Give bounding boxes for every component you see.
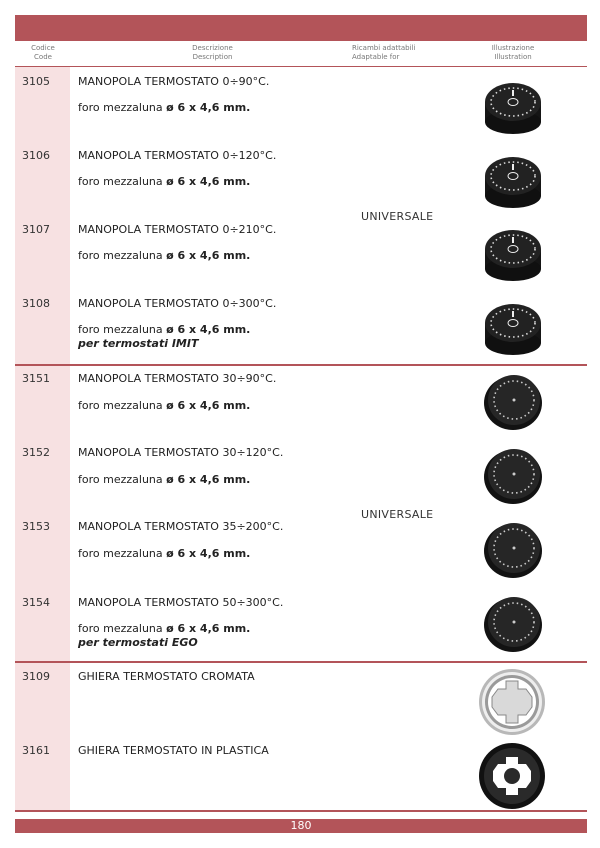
compatibility-label: UNIVERSALE — [361, 210, 434, 223]
product-code: 3161 — [22, 744, 50, 757]
mount-spec: foro mezzaluna ø 6 x 4,6 mm. — [78, 399, 251, 412]
product-code: 3154 — [22, 596, 50, 609]
compatibility-label: UNIVERSALE — [361, 508, 434, 521]
header-rule — [15, 66, 587, 67]
product-note: per termostati EGO — [78, 636, 198, 649]
chrome-bezel-icon — [476, 667, 548, 737]
product-description: GHIERA TERMOSTATO IN PLASTICA — [78, 744, 269, 757]
mount-spec: foro mezzaluna ø 6 x 4,6 mm. — [78, 249, 251, 262]
product-description: MANOPOLA TERMOSTATO 0÷300°C. — [78, 297, 277, 310]
product-code: 3109 — [22, 670, 50, 683]
product-code: 3153 — [22, 520, 50, 533]
thermostat-knob-icon — [481, 444, 545, 506]
product-description: MANOPOLA TERMOSTATO 50÷300°C. — [78, 596, 284, 609]
product-code: 3105 — [22, 75, 50, 88]
header-description: Descrizione Description — [192, 44, 233, 61]
product-code: 3107 — [22, 223, 50, 236]
header-adaptable: Ricambi adattabili Adaptable for — [352, 44, 416, 61]
group-divider — [15, 364, 587, 366]
product-note: per termostati IMIT — [78, 337, 199, 350]
product-code: 3151 — [22, 372, 50, 385]
thermostat-knob-icon — [479, 297, 547, 357]
thermostat-knob-icon — [481, 370, 545, 432]
product-description: MANOPOLA TERMOSTATO 30÷120°C. — [78, 446, 284, 459]
product-description: MANOPOLA TERMOSTATO 0÷120°C. — [78, 149, 277, 162]
mount-spec: foro mezzaluna ø 6 x 4,6 mm. — [78, 622, 251, 635]
product-description: MANOPOLA TERMOSTATO 30÷90°C. — [78, 372, 277, 385]
header-code: Codice Code — [31, 44, 55, 61]
product-description: MANOPOLA TERMOSTATO 0÷210°C. — [78, 223, 277, 236]
group-divider — [15, 661, 587, 663]
thermostat-knob-icon — [481, 518, 545, 580]
product-description: GHIERA TERMOSTATO CROMATA — [78, 670, 255, 683]
product-code: 3108 — [22, 297, 50, 310]
header-illustration: Illustrazione Illustration — [491, 44, 535, 61]
product-description: MANOPOLA TERMOSTATO 0÷90°C. — [78, 75, 270, 88]
mount-spec: foro mezzaluna ø 6 x 4,6 mm. — [78, 547, 251, 560]
product-code: 3106 — [22, 149, 50, 162]
mount-spec: foro mezzaluna ø 6 x 4,6 mm. — [78, 473, 251, 486]
thermostat-knob-icon — [479, 150, 547, 210]
top-band — [15, 15, 587, 41]
code-column — [15, 67, 70, 811]
product-code: 3152 — [22, 446, 50, 459]
mount-spec: foro mezzaluna ø 6 x 4,6 mm. — [78, 101, 251, 114]
mount-spec: foro mezzaluna ø 6 x 4,6 mm. — [78, 175, 251, 188]
plastic-bezel-icon — [476, 741, 548, 811]
product-description: MANOPOLA TERMOSTATO 35÷200°C. — [78, 520, 284, 533]
thermostat-knob-icon — [479, 223, 547, 283]
thermostat-knob-icon — [479, 76, 547, 136]
thermostat-knob-icon — [481, 592, 545, 654]
mount-spec: foro mezzaluna ø 6 x 4,6 mm. — [78, 323, 251, 336]
page-number: 180 — [15, 819, 587, 833]
